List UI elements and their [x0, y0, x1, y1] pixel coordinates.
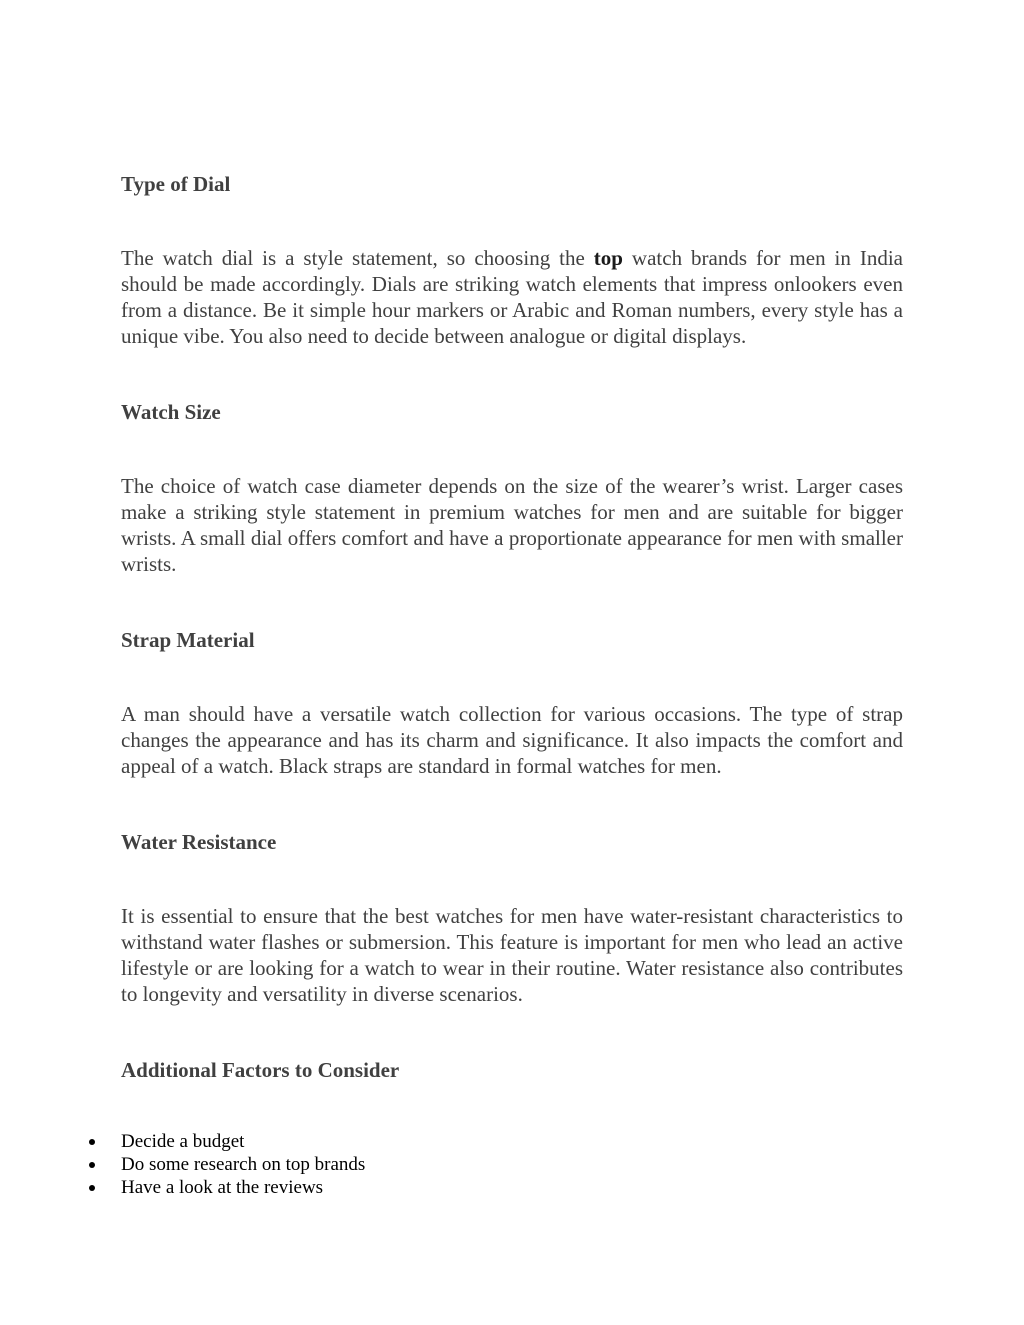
heading-additional-factors: Additional Factors to Consider: [121, 1058, 400, 1082]
paragraph-water-resistance: It is essential to ensure that the best watches for men have water-resistant characteristics to withstand water flashes or submersion. This feature is important for men who lead an active lifestyle or are looking for a watch to wear in their routine. Water resistance also contributes to longevity and versatility in diverse scenarios.: [121, 904, 903, 1006]
bold-word: top: [593, 246, 623, 270]
list-item-text: Do some research on top brands: [121, 1154, 366, 1175]
heading-water-resistance: Water Resistance: [121, 830, 277, 854]
heading-type-of-dial: Type of Dial: [121, 172, 231, 196]
paragraph-type-of-dial: [121, 245, 903, 349]
bullet-icon: [89, 1139, 95, 1145]
paragraph-strap-material: A man should have a versatile watch collection for various occasions. The type of strap changes the appearance and has its charm and significance. It also impacts the comfort and appeal of a watch. Black straps are standard in formal watches for men.: [121, 702, 903, 778]
bullet-icon: [89, 1185, 95, 1191]
heading-watch-size: Watch Size: [121, 400, 221, 424]
paragraph-text: The watch dial is a style statement, so choosing the: [121, 246, 594, 270]
paragraph-watch-size: The choice of watch case diameter depends on the size of the wearer’s wrist. Larger cases make a striking style statement in premium watches for men and are suitable for bigger wrists. A small dial offers comfort and have a proportionate appearance for men with smaller wrists.: [121, 474, 903, 576]
bullet-icon: [89, 1162, 95, 1168]
heading-strap-material: Strap Material: [121, 628, 255, 652]
paragraph-text: watch brands for men in India should be made accordingly. Dials are striking watch elements that impress onlookers even from a distance. Be it simple hour markers or Arabic and Roman numbers, every style has a unique vibe. You also need to decide between analogue or digital displays.: [121, 246, 903, 348]
list-item-text: Decide a budget: [121, 1131, 245, 1152]
list-item-text: Have a look at the reviews: [121, 1177, 324, 1198]
